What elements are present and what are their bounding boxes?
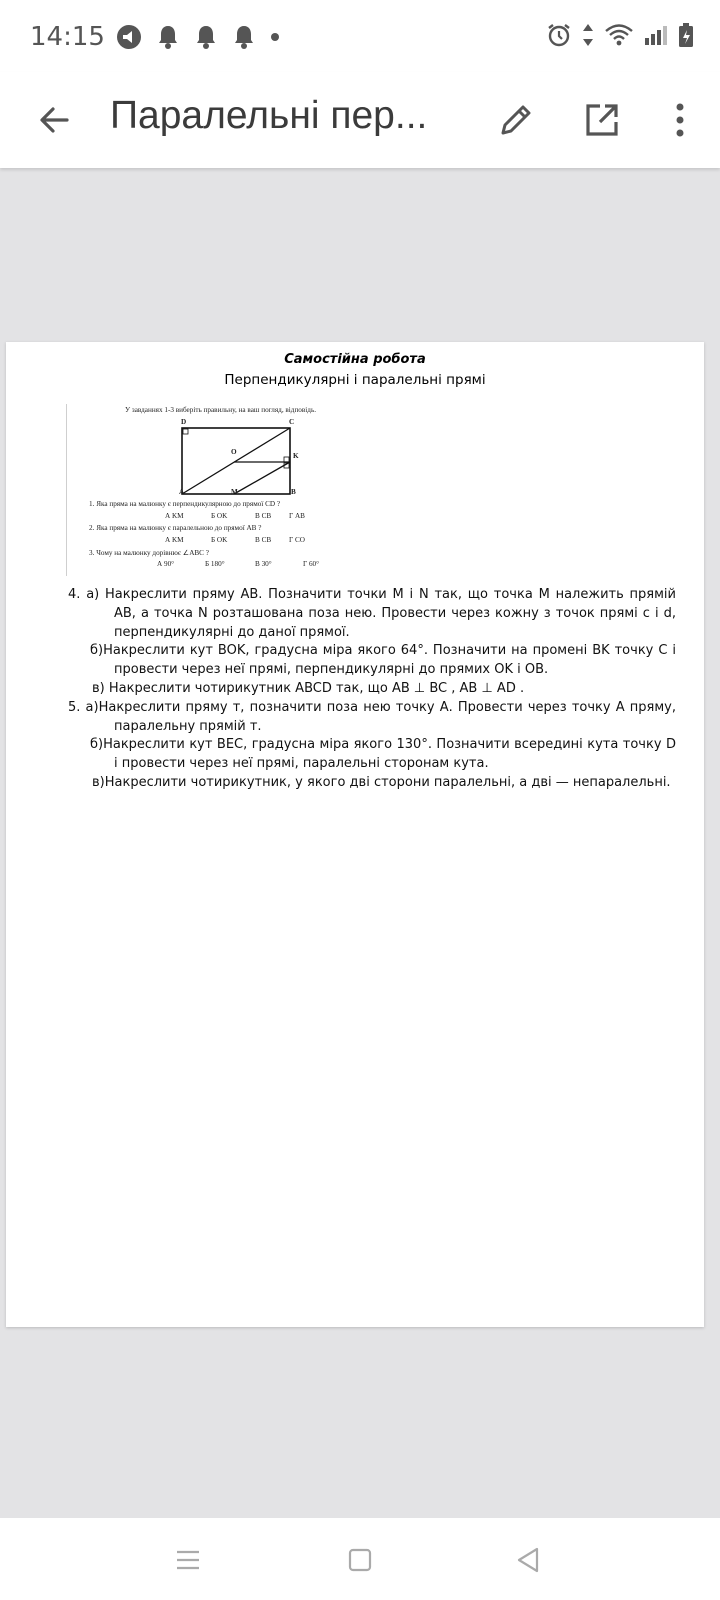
- task-4b: б)Накреслити кут BOK, градусна міра якого 64°. Позначити на промені BK точку C і провести через неї прямі, перпендикулярні до прямих OK і OB.: [90, 643, 676, 678]
- status-bar: [0, 0, 720, 72]
- label-a: A: [179, 488, 185, 496]
- geometry-figure: [67, 416, 367, 506]
- task-5a: 5. а)Накреслити пряму т, позначити поза нею точку А. Провести через точку А пряму, паралельну прямій т.: [68, 699, 676, 734]
- task-list: [68, 586, 676, 793]
- label-b: B: [291, 488, 296, 496]
- label-o: O: [231, 448, 237, 456]
- system-nav-bar: [0, 1518, 720, 1600]
- question-1: 1. Яка пряма на малюнку є перпендикулярною до прямої CD ?: [89, 500, 281, 508]
- question-3: 3. Чому на малюнку дорівнює ∠ABC ?: [89, 549, 209, 557]
- recent-apps-button[interactable]: [166, 1538, 210, 1582]
- back-button[interactable]: [28, 94, 80, 146]
- app-bar: [0, 72, 720, 168]
- notification-bell-icon: [194, 24, 218, 50]
- doc-subheading: Перпендикулярні і паралельні прямі: [224, 372, 486, 388]
- open-in-new-icon: [584, 102, 620, 138]
- back-arrow-icon: [37, 103, 71, 137]
- status-system-icons: [546, 22, 694, 48]
- q1-option-a: А KM: [165, 512, 184, 520]
- battery-icon: [678, 22, 694, 48]
- pencil-icon: [498, 102, 534, 138]
- more-options-button[interactable]: [654, 94, 706, 146]
- label-c: C: [289, 418, 295, 426]
- label-d: D: [181, 418, 187, 426]
- wifi-icon: [604, 23, 634, 47]
- q2-option-b: Б OK: [211, 536, 228, 544]
- data-arrows-icon: [582, 22, 594, 48]
- recent-apps-icon: [175, 1548, 201, 1572]
- scan-instruction: У завданнях 1-3 виберіть правильну, на ваш погляд, відповідь.: [125, 406, 317, 414]
- doc-heading: Самостійна робота: [284, 352, 426, 367]
- q3-option-c: В 30°: [255, 560, 272, 568]
- q1-option-c: В CB: [255, 512, 272, 520]
- label-m: M: [231, 488, 238, 496]
- q3-option-d: Г 60°: [303, 560, 320, 568]
- edit-button[interactable]: [490, 94, 542, 146]
- q1-option-b: Б OK: [211, 512, 228, 520]
- task-4c: в) Накреслити чотирикутник ABCD так, що AB ⊥ BC , AB ⊥ AD .: [92, 680, 525, 696]
- q3-option-a: А 90°: [157, 560, 175, 568]
- dot-icon: [270, 32, 280, 42]
- q3-option-b: Б 180°: [205, 560, 225, 568]
- status-notification-icons: [116, 24, 280, 50]
- q1-option-d: Г AB: [289, 512, 305, 520]
- back-triangle-icon: [515, 1546, 541, 1574]
- home-button[interactable]: [338, 1538, 382, 1582]
- notification-bell-icon: [156, 24, 180, 50]
- q2-option-c: В CB: [255, 536, 272, 544]
- document-page: [6, 342, 704, 1327]
- scanned-exercise: [66, 404, 366, 576]
- more-vert-icon: [674, 102, 686, 138]
- vpn-icon: [116, 24, 142, 50]
- status-time: 14:15: [30, 22, 105, 52]
- document-title: Паралельні пер...: [110, 94, 428, 137]
- question-2: 2. Яка пряма на малюнку є паралельною до прямої AB ?: [89, 524, 262, 532]
- notification-bell-icon: [232, 24, 256, 50]
- q2-option-a: А KM: [165, 536, 184, 544]
- open-in-new-button[interactable]: [576, 94, 628, 146]
- task-5c: в)Накреслити чотирикутник, у якого дві сторони паралельні, а дві — непаралельні.: [92, 774, 671, 790]
- signal-icon: [644, 23, 668, 47]
- label-k: K: [293, 452, 299, 460]
- back-nav-button[interactable]: [506, 1538, 550, 1582]
- home-icon: [347, 1547, 373, 1573]
- task-5b: б)Накреслити кут BEC, градусна міра якого 130°. Позначити всередині кута точку D і провести через неї прямі, паралельні сторонам кута.: [90, 737, 676, 772]
- task-4a: 4. а) Накреслити пряму AB. Позначити точки M і N так, що точка M належить прямій AB, а точка N розташована поза нею. Провести через кожну з точок прямі c і d, перпендикулярні до даної прямої.: [68, 587, 676, 640]
- alarm-icon: [546, 22, 572, 48]
- q2-option-d: Г CO: [289, 536, 305, 544]
